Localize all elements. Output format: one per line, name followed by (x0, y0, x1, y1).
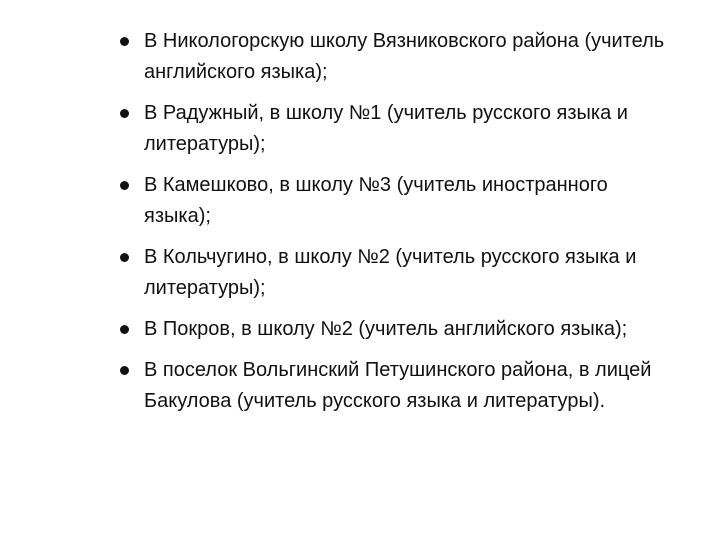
list-item (116, 242, 676, 304)
list-item-text: В Камешково, в школу №3 (учитель иностранного языка); (144, 174, 608, 227)
list-item (116, 98, 676, 160)
list-item-text: В поселок Вольгинский Петушинского района, в лицей Бакулова (учитель русского языка и литературы). (144, 359, 652, 412)
list-item-text: В Радужный, в школу №1 (учитель русского языка и литературы); (144, 102, 628, 155)
bullet-icon (120, 366, 129, 375)
document-page (116, 26, 676, 427)
list-item (116, 26, 676, 88)
list-item (116, 170, 676, 232)
bullet-icon (120, 253, 129, 262)
bullet-icon (120, 37, 129, 46)
bullet-list (116, 26, 676, 417)
bullet-icon (120, 325, 129, 334)
list-item (116, 355, 676, 417)
bullet-icon (120, 109, 129, 118)
list-item-text: В Кольчугино, в школу №2 (учитель русского языка и литературы); (144, 246, 637, 299)
list-item-text: В Никологорскую школу Вязниковского района (учитель английского языка); (144, 30, 665, 83)
list-item (116, 314, 676, 345)
bullet-icon (120, 181, 129, 190)
list-item-text: В Покров, в школу №2 (учитель английского языка); (144, 318, 628, 340)
